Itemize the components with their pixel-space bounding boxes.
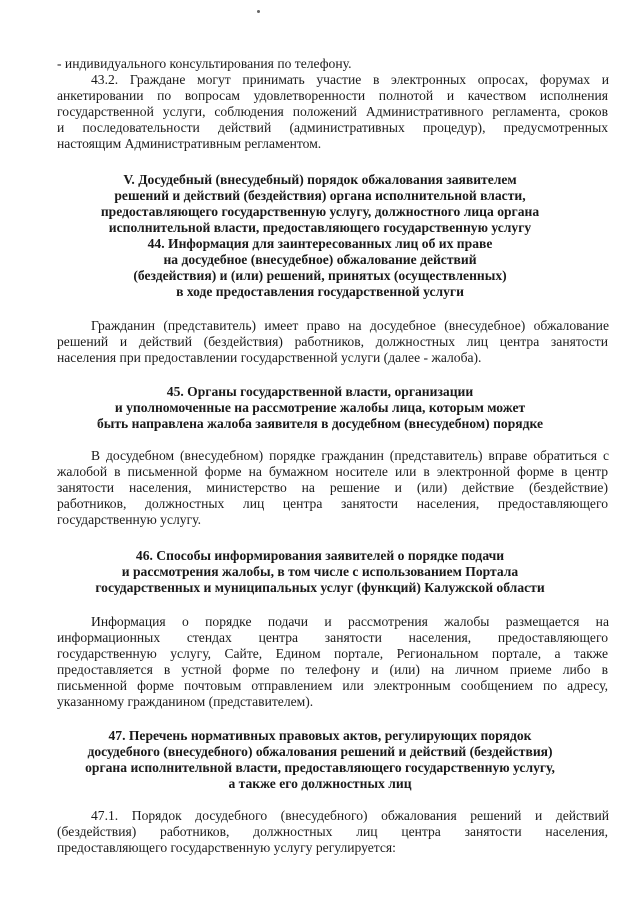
section-46-body-line-4: предоставляется в устной форме по телефону и (или) на личном приеме либо в bbox=[57, 662, 608, 677]
section-46-heading-line-3: государственных и муниципальных услуг (функций) Калужской области bbox=[95, 580, 545, 595]
section-44-heading-line-2: на досудебное (внесудебное) обжалование действий bbox=[163, 252, 477, 267]
section-46-body-line-6: указанному гражданином (представителем). bbox=[57, 694, 314, 709]
section-47-body-line-1: 47.1. Порядок досудебного (внесудебного) обжалования решений и действий bbox=[91, 808, 609, 823]
section-46-body-line-5: письменной форме почтовым отправлением или электронным сообщением по адресу, bbox=[57, 678, 608, 693]
scan-artifact bbox=[257, 10, 260, 13]
section-v-heading-line-4: исполнительной власти, предоставляющего государственную услугу bbox=[108, 220, 532, 235]
para-43-2-line-1: 43.2. Граждане могут принимать участие в электронных опросах, форумах и bbox=[91, 72, 609, 87]
intro-line: - индивидуального консультирования по телефону. bbox=[57, 56, 352, 71]
section-47-heading-line-4: а также его должностных лиц bbox=[228, 776, 412, 791]
section-44-heading-line-3: (бездействия) и (или) решений, принятых (осуществленных) bbox=[133, 268, 507, 283]
section-44-body-line-1: Гражданин (представитель) имеет право на досудебное (внесудебное) обжалование bbox=[91, 318, 609, 333]
section-45-heading-line-1: 45. Органы государственной власти, организации bbox=[166, 384, 474, 399]
section-46-body-line-3: государственную услугу, Сайте, Едином портале, Региональном портале, а также bbox=[57, 646, 608, 661]
section-45-body-line-2: жалобой в письменной форме на бумажном носителе или в электронной форме в центр bbox=[57, 464, 608, 479]
section-45-body-line-3: занятости населения, министерство на решение и (или) действие (бездействие) bbox=[57, 480, 608, 495]
section-47-heading-line-3: органа исполнительной власти, предоставляющего государственную услугу, bbox=[85, 760, 555, 775]
section-46-body-line-1: Информация о порядке подачи и рассмотрения жалобы размещается на bbox=[91, 614, 609, 629]
section-v-heading-line-2: решений и действий (бездействия) органа исполнительной власти, bbox=[114, 188, 526, 203]
section-46-heading-line-1: 46. Способы информирования заявителей о порядке подачи bbox=[135, 548, 505, 563]
para-43-2-line-4: и последовательности действий (административных процедур), предусмотренных bbox=[57, 120, 608, 135]
para-43-2-line-5: настоящим Административным регламентом. bbox=[57, 136, 322, 151]
section-47-heading-line-1: 47. Перечень нормативных правовых актов, регулирующих порядок bbox=[108, 728, 532, 743]
section-46-heading-line-2: и рассмотрения жалобы, в том числе с использованием Портала bbox=[121, 564, 519, 579]
section-45-heading-line-2: и уполномоченные на рассмотрение жалобы лица, которым может bbox=[114, 400, 526, 415]
section-46-body-line-2: информационных стендах центра занятости населения, предоставляющего bbox=[57, 630, 608, 645]
section-44-body-line-2: решений и действий (бездействия) работников, должностных лиц центра занятости bbox=[57, 334, 608, 349]
section-v-heading-line-1: V. Досудебный (внесудебный) порядок обжалования заявителем bbox=[123, 172, 517, 187]
section-44-body-line-3: населения при предоставлении государственной услуги (далее - жалоба). bbox=[57, 350, 482, 365]
section-47-body-line-2: (бездействия) работников, должностных лиц центра занятости населения, bbox=[57, 824, 608, 839]
section-v-heading-line-3: предоставляющего государственную услугу, должностного лица органа bbox=[100, 204, 540, 219]
para-43-2-line-3: государственной услуги, соблюдения положений Административного регламента, сроков bbox=[57, 104, 608, 119]
section-47-body-line-3: предоставляющего государственную услугу регулируется: bbox=[57, 840, 396, 855]
section-44-heading-line-1: 44. Информация для заинтересованных лиц об их праве bbox=[147, 236, 493, 251]
section-45-heading-line-3: быть направлена жалоба заявителя в досудебном (внесудебном) порядке bbox=[96, 416, 544, 431]
para-43-2-line-2: анкетировании по вопросам удовлетворенности полнотой и качеством исполнения bbox=[57, 88, 608, 103]
section-45-body-line-1: В досудебном (внесудебном) порядке гражданин (представитель) вправе обратиться с bbox=[91, 448, 609, 463]
section-45-body-line-4: работников, должностных лиц центра занятости населения, предоставляющего bbox=[57, 496, 608, 511]
section-44-heading-line-4: в ходе предоставления государственной услуги bbox=[176, 284, 464, 299]
section-45-body-line-5: государственную услугу. bbox=[57, 512, 201, 527]
section-47-heading-line-2: досудебного (внесудебного) обжалования решений и действий (бездействия) bbox=[87, 744, 553, 759]
